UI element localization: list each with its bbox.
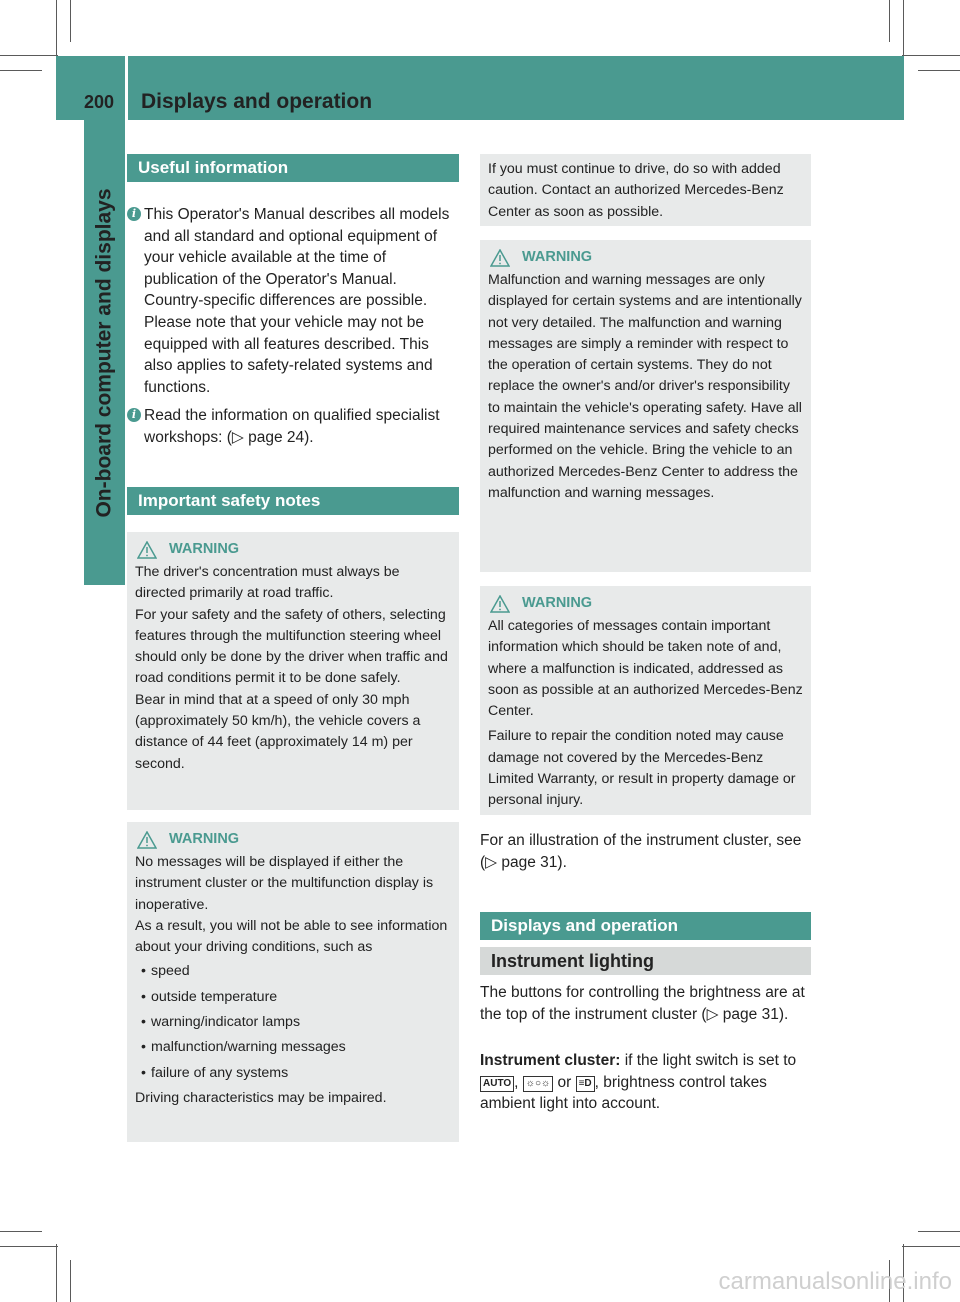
warning-label: WARNING xyxy=(522,595,593,612)
crop-mark xyxy=(0,55,58,56)
chapter-tab-label: On-board computer and displays xyxy=(92,187,116,518)
warning-text: All categories of messages contain important information which should be taken note of and, where a malfunction is indicated, addressed as soon as possible at an authorized Mercedes-Benz Center. xyxy=(488,618,803,720)
inline-text: if the light switch is set to xyxy=(620,1052,797,1069)
warning-header xyxy=(137,828,451,852)
inline-text: , brightness control takes ambient light into account. xyxy=(480,1073,767,1113)
list-item: • warning/indicator lamps xyxy=(135,1012,451,1033)
crop-mark xyxy=(918,1231,960,1232)
warning-triangle-icon xyxy=(137,541,157,559)
warning-label: WARNING xyxy=(169,541,240,558)
warning-box xyxy=(127,822,459,1142)
displays-and-operation-heading: Displays and operation xyxy=(480,912,811,940)
page-number: 200 xyxy=(84,92,115,112)
list-item: • outside temperature xyxy=(135,987,451,1008)
info-note-text: This Operator's Manual describes all models and all standard and optional equipment of your vehicle available at the time of publication of the Operator's Manual. Country-specific differences are possible. Please note that your vehicle may not be equipped with all features described. This also applies to safety-related systems and functions. xyxy=(144,206,450,396)
inline-text: or xyxy=(553,1073,576,1091)
warning-text: Bear in mind that at a speed of only 30 mph (approximately 50 km/h), the vehicle covers a distance of 44 feet (approximately 14 m) per second. xyxy=(135,691,421,772)
crop-mark xyxy=(889,0,890,42)
warning-text: For your safety and the safety of others, selecting features through the multifunction steering wheel should only be done by the driver when traffic and road conditions permit it to be done safely. xyxy=(135,606,448,687)
parking-light-icon: ☼○☼ xyxy=(523,1076,553,1092)
instrument-cluster-text xyxy=(480,1050,811,1115)
auto-light-icon: AUTO xyxy=(480,1076,514,1092)
warning-box xyxy=(127,532,459,810)
watermark: carmanualsonline.info xyxy=(718,1268,952,1295)
continuation-box xyxy=(480,154,811,226)
crop-mark xyxy=(0,1246,58,1247)
crop-mark xyxy=(70,1260,71,1302)
crop-mark xyxy=(0,1231,42,1232)
warning-label: WARNING xyxy=(169,831,240,848)
page-title: Displays and operation xyxy=(141,90,373,113)
warning-label: WARNING xyxy=(522,249,593,266)
warning-text: Malfunction and warning messages are only displayed for certain systems and are intentionally not very detailed. The malfunction and warning messages are simply a reminder with respect to the operation of certain systems. They do not replace the owner's and/or driver's responsibility to maintain the vehicle's operating safety. Have all required maintenance services and safety checks performed on the vehicle. Bring the vehicle to an authorized Mercedes-Benz Center to address the malfunction and warning messages. xyxy=(488,272,802,501)
warning-text: As a result, you will not be able to see information about your driving conditions, such as xyxy=(135,917,448,956)
crop-mark xyxy=(903,0,904,58)
crop-mark xyxy=(70,0,71,42)
warning-triangle-icon xyxy=(490,249,510,267)
warning-text: Failure to repair the condition noted may cause damage not covered by the Mercedes-Benz Limited Warranty, or result in property damage or personal injury. xyxy=(488,728,796,809)
warning-triangle-icon xyxy=(490,595,510,613)
important-safety-notes-heading: Important safety notes xyxy=(127,487,459,515)
instrument-cluster-label: Instrument cluster: xyxy=(480,1052,621,1069)
warning-header xyxy=(490,246,803,270)
warning-text: The driver's concentration must always be directed primarily at road traffic. xyxy=(135,564,400,602)
crop-mark xyxy=(56,1244,57,1302)
list-item: • speed xyxy=(135,961,451,982)
warning-header xyxy=(137,538,451,562)
useful-information-heading: Useful information xyxy=(127,154,459,182)
cluster-reference: For an illustration of the instrument cluster, see (▷ page 31). xyxy=(480,832,802,871)
warning-header xyxy=(490,592,803,616)
warning-triangle-icon xyxy=(137,831,157,849)
low-beam-icon: ≡D xyxy=(576,1076,595,1092)
warning-text: Driving characteristics may be impaired. xyxy=(135,1089,387,1106)
info-icon: i xyxy=(127,408,141,422)
crop-mark xyxy=(56,0,57,58)
info-icon: i xyxy=(127,207,141,221)
instrument-lighting-text: The buttons for controlling the brightness are at the top of the instrument cluster (▷ page 31). xyxy=(480,984,805,1023)
info-note-text: Read the information on qualified specialist workshops: (▷ page 24). xyxy=(144,407,440,446)
list-item: • failure of any systems xyxy=(135,1063,451,1084)
crop-mark xyxy=(918,70,960,71)
warning-text: No messages will be displayed if either the instrument cluster or the multifunction display is inoperative. xyxy=(135,854,434,913)
crop-mark xyxy=(0,70,42,71)
header-divider xyxy=(125,56,128,120)
crop-mark xyxy=(902,1246,960,1247)
instrument-lighting-heading: Instrument lighting xyxy=(480,947,811,975)
continuation-text: If you must continue to drive, do so with added caution. Contact an authorized Mercedes-Benz Center as soon as possible. xyxy=(488,161,784,220)
list-item: • malfunction/warning messages xyxy=(135,1037,451,1058)
crop-mark xyxy=(902,55,960,56)
warning-box xyxy=(480,240,811,572)
inline-text: , xyxy=(514,1073,523,1091)
warning-box xyxy=(480,586,811,815)
